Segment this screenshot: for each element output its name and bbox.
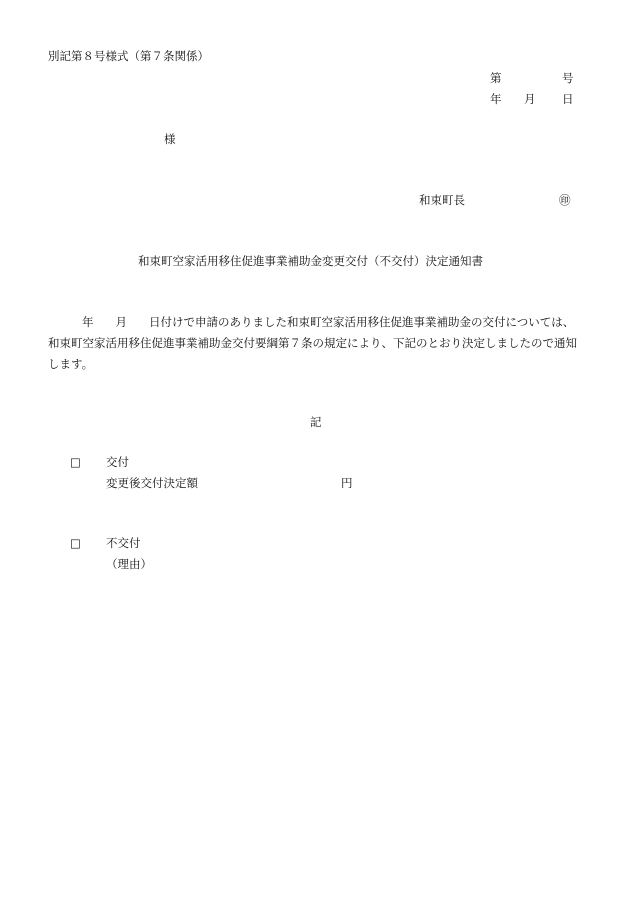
- body-line-2: 和束町空家活用移住促進事業補助金交付要綱第７条の規定により、下記のとおり決定しましたので通知: [48, 336, 577, 350]
- grant-checkbox[interactable]: □: [70, 455, 81, 469]
- ki-heading: 記: [310, 415, 322, 429]
- body-line-3: します。: [48, 357, 94, 371]
- currency-yen-label: 円: [341, 476, 353, 490]
- no-grant-checkbox[interactable]: □: [70, 536, 81, 550]
- date-month-label: 月: [524, 92, 536, 106]
- document-number-prefix: 第: [490, 71, 502, 85]
- body-line-1-text: 日付けで申請のありました和束町空家活用移住促進事業補助金の交付については、: [149, 315, 575, 329]
- reason-label: （理由）: [106, 557, 152, 571]
- body-year-label: 年: [82, 315, 94, 329]
- recipient-honorific: 様: [164, 132, 176, 146]
- changed-grant-amount-label: 変更後交付決定額: [106, 476, 198, 490]
- document-number-suffix: 号: [562, 71, 574, 85]
- no-grant-option-label: 不交付: [106, 536, 141, 550]
- body-month-label: 月: [115, 315, 127, 329]
- date-day-label: 日: [562, 92, 574, 106]
- notice-body: [48, 312, 583, 375]
- date-year-label: 年: [490, 92, 502, 106]
- seal-mark: ㊞: [559, 193, 571, 207]
- document-title: 和束町空家活用移住促進事業補助金変更交付（不交付）決定通知書: [138, 254, 483, 268]
- form-number-label: 別記第８号様式（第７条関係）: [48, 49, 209, 63]
- grant-option-label: 交付: [106, 455, 129, 469]
- issuer-title: 和束町長: [419, 193, 465, 207]
- body-line-1: [48, 312, 583, 333]
